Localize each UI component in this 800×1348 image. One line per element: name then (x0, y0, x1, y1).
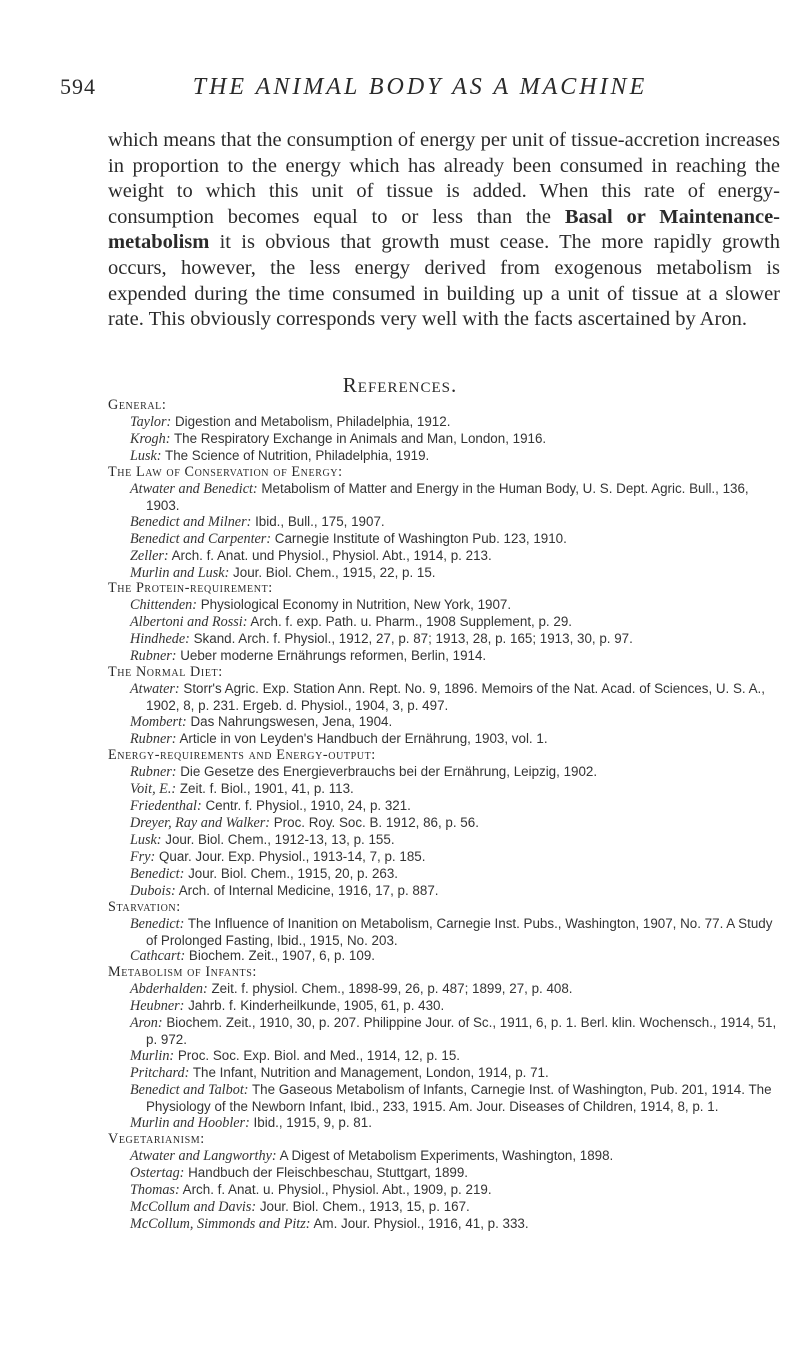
reference-citation: Jour. Biol. Chem., 1915, 20, p. 263. (188, 865, 399, 881)
reference-author: Ostertag: (130, 1164, 185, 1181)
reference-citation: Arch. f. Anat. und Physiol., Physiol. Abt., 1914, p. 213. (171, 547, 492, 563)
reference-citation: Handbuch der Fleischbeschau, Stuttgart, 1899. (188, 1164, 469, 1180)
reference-entry (130, 1065, 780, 1082)
reference-citation: Proc. Soc. Exp. Biol. and Med., 1914, 12, p. 15. (177, 1048, 460, 1064)
bold-term: Basal or Maintenance-metabolism (108, 205, 781, 254)
reference-entry (130, 1182, 780, 1199)
reference-citation: Digestion and Metabolism, Philadelphia, 1912. (175, 413, 451, 429)
reference-section-title: The Normal Diet: (108, 664, 223, 681)
reference-author: Murlin and Lusk: (130, 564, 230, 581)
reference-author: Voit, E.: (130, 780, 177, 797)
reference-entry (130, 849, 780, 866)
reference-citation: Zeit. f. physiol. Chem., 1898-99, 26, p. 487; 1899, 27, p. 408. (211, 981, 573, 997)
reference-citation: Jour. Biol. Chem., 1913, 15, p. 167. (259, 1198, 470, 1214)
running-title: THE ANIMAL BODY AS A MACHINE (192, 74, 648, 100)
reference-author: Murlin: (130, 1048, 175, 1065)
reference-citation: The Influence of Inanition on Metabolism, Carnegie Inst. Pubs., Washington, 1907, No. 77. A Study of Prolonged Fasting, Ibid., 1915, No. 203. (146, 915, 773, 948)
reference-entry (130, 597, 780, 614)
reference-author: Benedict and Talbot: (130, 1082, 249, 1099)
reference-entry (130, 981, 780, 998)
reference-citation: Proc. Roy. Soc. B. 1912, 86, p. 56. (273, 814, 479, 830)
reference-citation: Quar. Jour. Exp. Physiol., 1913-14, 7, p. 185. (158, 848, 426, 864)
reference-citation: A Digest of Metabolism Experiments, Washington, 1898. (279, 1147, 614, 1163)
reference-section-title: The Law of Conservation of Energy: (108, 463, 343, 480)
reference-author: Thomas: (130, 1181, 180, 1198)
reference-author: Benedict and Carpenter: (130, 530, 272, 547)
reference-citation: Skand. Arch. f. Physiol., 1912, 27, p. 87; 1913, 28, p. 165; 1913, 30, p. 97. (193, 631, 633, 647)
reference-entry (130, 1199, 780, 1216)
reference-citation: Ueber moderne Ernährungs reformen, Berlin, 1914. (180, 648, 487, 664)
reference-entry (130, 614, 780, 631)
reference-author: Zeller: (130, 547, 169, 564)
references-list (108, 398, 780, 1233)
reference-citation: Jahrb. f. Kinderheilkunde, 1905, 61, p. 430. (188, 998, 445, 1014)
reference-citation: Metabolism of Matter and Energy in the Human Body, U. S. Dept. Agric. Bull., 136, 1903. (146, 480, 749, 513)
reference-entry (130, 481, 780, 514)
reference-author: Dreyer, Ray and Walker: (130, 814, 270, 831)
reference-author: Rubner: (130, 731, 177, 748)
reference-entry (130, 1216, 780, 1233)
reference-author: Benedict and Milner: (130, 513, 252, 530)
reference-author: Atwater and Langworthy: (130, 1147, 277, 1164)
reference-author: Benedict: (130, 915, 185, 932)
reference-entry (130, 681, 780, 714)
reference-author: Albertoni and Rossi: (130, 614, 248, 631)
reference-author: McCollum and Davis: (130, 1198, 257, 1215)
paragraph-text-start: which means that the consumption of energy per unit of tissue-accretion increases in proportion to the energy which has already been consumed in reaching the weight to which this unit of tissue is added. When this rate of energy-consumption becomes equal to or less than the (108, 129, 780, 228)
reference-entry (130, 948, 780, 965)
page-header (60, 74, 780, 104)
reference-citation: Das Nahrungswesen, Jena, 1904. (190, 714, 393, 730)
reference-entry (130, 531, 780, 548)
reference-author: Fry: (130, 848, 156, 865)
reference-entry (130, 1015, 780, 1048)
reference-citation: Arch. f. exp. Path. u. Pharm., 1908 Supplement, p. 29. (250, 614, 572, 630)
reference-citation: Centr. f. Physiol., 1910, 24, p. 321. (205, 797, 411, 813)
reference-entry (130, 631, 780, 648)
reference-citation: The Infant, Nutrition and Management, London, 1914, p. 71. (192, 1065, 549, 1081)
reference-author: Friedenthal: (130, 797, 202, 814)
reference-citation: Jour. Biol. Chem., 1912-13, 13, p. 155. (165, 831, 395, 847)
reference-author: Cathcart: (130, 948, 186, 965)
reference-entry (130, 1048, 780, 1065)
reference-author: Atwater and Benedict: (130, 480, 258, 497)
reference-author: Lusk: (130, 831, 162, 848)
reference-entry (130, 998, 780, 1015)
reference-author: Rubner: (130, 648, 177, 665)
reference-citation: The Gaseous Metabolism of Infants, Carnegie Inst. of Washington, Pub. 201, 1914. The Physiology of the Newborn Infant, Ibid., 233, 1915. Am. Jour. Diseases of Children, 1914, 8, p. 1. (146, 1082, 772, 1115)
reference-citation: Article in von Leyden's Handbuch der Ernährung, 1903, vol. 1. (179, 731, 548, 747)
reference-citation: Ibid., 1915, 9, p. 81. (253, 1114, 372, 1130)
reference-section-title: The Protein-requirement: (108, 580, 273, 597)
reference-citation: The Science of Nutrition, Philadelphia, 1919. (165, 447, 430, 463)
reference-citation: Carnegie Institute of Washington Pub. 123, 1910. (274, 530, 567, 546)
references-heading: References. (342, 373, 458, 397)
reference-author: Pritchard: (130, 1065, 190, 1082)
reference-author: Murlin and Hoobler: (130, 1114, 250, 1131)
reference-section-title: Starvation: (108, 898, 181, 915)
reference-author: Mombert: (130, 714, 187, 731)
reference-author: Atwater: (130, 681, 180, 698)
reference-section-title: Vegetarianism: (108, 1130, 205, 1147)
reference-entry (130, 448, 780, 465)
reference-entry (130, 414, 780, 431)
reference-citation: Arch. f. Anat. u. Physiol., Physiol. Abt., 1909, p. 219. (182, 1181, 492, 1197)
reference-author: Lusk: (130, 447, 162, 464)
reference-entry (130, 764, 780, 781)
body-paragraph (108, 128, 780, 333)
reference-citation: Biochem. Zeit., 1910, 30, p. 207. Philippine Jour. of Sc., 1911, 6, p. 1. Berl. klin. Wochensch., 1914, 51, p. 972. (146, 1015, 777, 1048)
reference-author: Dubois: (130, 882, 176, 899)
reference-citation: Physiological Economy in Nutrition, New York, 1907. (200, 597, 512, 613)
reference-author: McCollum, Simmonds and Pitz: (130, 1215, 311, 1232)
reference-entry (130, 781, 780, 798)
reference-author: Chittenden: (130, 597, 197, 614)
reference-section-title: Energy-requirements and Energy-output: (108, 747, 376, 764)
reference-entry (130, 1148, 780, 1165)
reference-section-title: Metabolism of Infants: (108, 964, 257, 981)
reference-citation: Biochem. Zeit., 1907, 6, p. 109. (188, 948, 375, 964)
reference-citation: Arch. of Internal Medicine, 1916, 17, p. 887. (178, 882, 439, 898)
reference-section-title: General: (108, 397, 167, 413)
reference-entry (130, 916, 780, 949)
reference-author: Benedict: (130, 865, 185, 882)
reference-entry (130, 648, 780, 665)
reference-entry (130, 1082, 780, 1115)
reference-citation: Die Gesetze des Energieverbrauchs bei der Ernährung, Leipzig, 1902. (180, 763, 598, 779)
reference-citation: Zeit. f. Biol., 1901, 41, p. 113. (179, 780, 354, 796)
reference-author: Hindhede: (130, 631, 190, 648)
reference-entry (130, 731, 780, 748)
reference-entry (130, 1115, 780, 1132)
reference-author: Heubner: (130, 998, 185, 1015)
paragraph-text-end: it is obvious that growth must cease. The more rapidly growth occurs, however, the less energy derived from exogenous metabolism is expended during the time consumed in building up a unit of tissue at a slower rate. This obviously corresponds very well with the facts ascertained by Aron. (108, 231, 781, 331)
reference-entry (130, 815, 780, 832)
reference-author: Taylor: (130, 413, 172, 430)
reference-entry (130, 548, 780, 565)
reference-entry (130, 798, 780, 815)
reference-entry (130, 832, 780, 849)
page-number: 594 (60, 74, 96, 99)
reference-author: Aron: (130, 1015, 163, 1032)
reference-entry (130, 1165, 780, 1182)
reference-entry (130, 565, 780, 582)
reference-citation: Ibid., Bull., 175, 1907. (255, 513, 385, 529)
reference-entry (130, 714, 780, 731)
reference-entry (130, 514, 780, 531)
reference-author: Abderhalden: (130, 981, 208, 998)
reference-citation: Jour. Biol. Chem., 1915, 22, p. 15. (233, 564, 436, 580)
reference-entry (130, 883, 780, 900)
reference-citation: The Respiratory Exchange in Animals and Man, London, 1916. (173, 430, 547, 446)
reference-author: Rubner: (130, 763, 177, 780)
reference-citation: Am. Jour. Physiol., 1916, 41, p. 333. (313, 1215, 529, 1231)
reference-entry (130, 431, 780, 448)
reference-entry (130, 866, 780, 883)
reference-citation: Storr's Agric. Exp. Station Ann. Rept. No. 9, 1896. Memoirs of the Nat. Acad. of Sciences, U. S. A., 1902, 8, p. 231. Ergeb. d. Physiol., 1904, 3, p. 497. (146, 681, 765, 714)
reference-author: Krogh: (130, 430, 171, 447)
